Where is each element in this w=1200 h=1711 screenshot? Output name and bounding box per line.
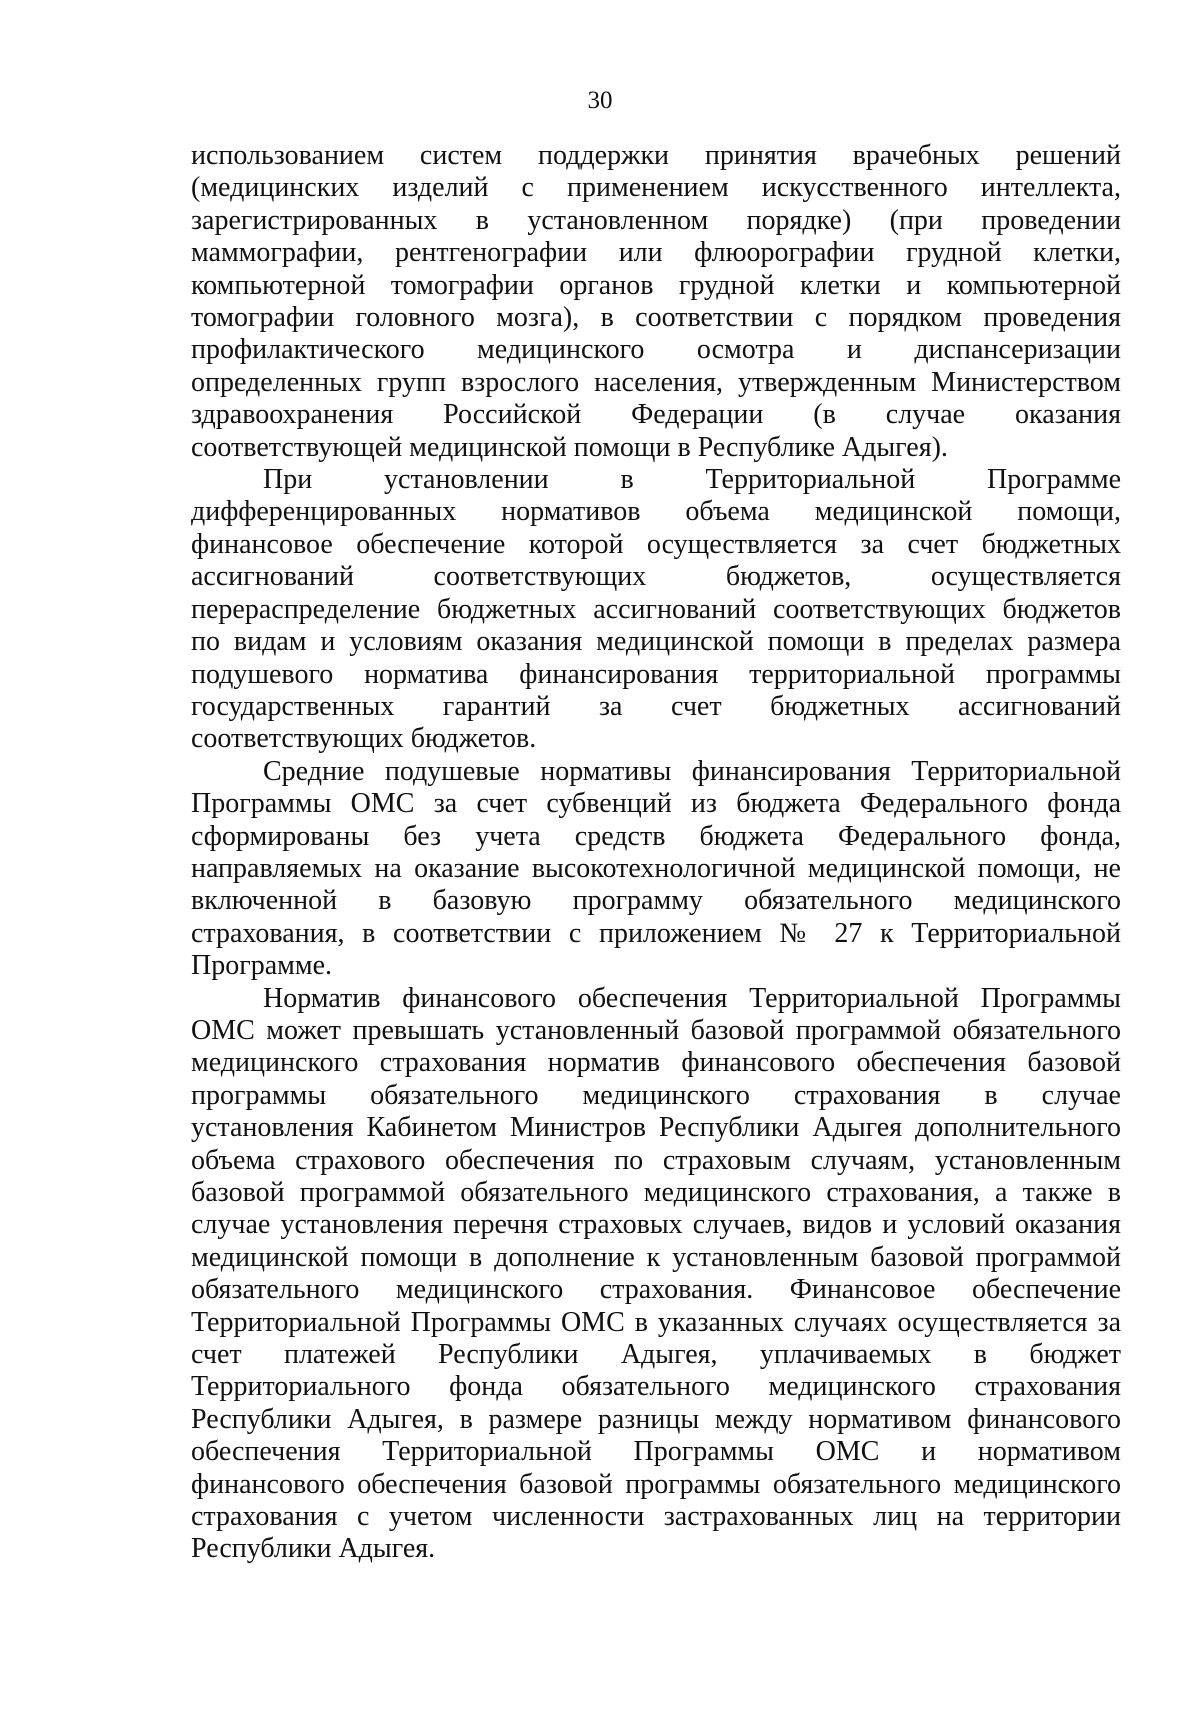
text-line: зарегистрированных в установленном порядке) (при проведении xyxy=(191,204,1121,236)
text-line: базовой программой обязательного медицинского страхования, а также в xyxy=(191,1177,1121,1208)
text-line: Средние подушевые нормативы финансирования Территориальной xyxy=(263,755,1121,787)
text-line: медицинской помощи в дополнение к установленным базовой программой xyxy=(191,1241,1121,1273)
text-line: программы обязательного медицинского страхования в случае xyxy=(191,1079,1121,1111)
text-line: объема страхового обеспечения по страховым случаям, установленным xyxy=(191,1144,1121,1176)
text-line: установления Кабинетом Министров Республики Адыгея дополнительного xyxy=(191,1112,1121,1144)
paragraph xyxy=(191,140,1121,464)
text-line: При установлении в Территориальной Программе xyxy=(263,464,1121,496)
text-line: государственных гарантий за счет бюджетных ассигнований xyxy=(191,690,1121,722)
text-line: Территориальной Программы ОМС в указанных случаях осуществляется за xyxy=(191,1306,1121,1338)
paragraph xyxy=(191,983,1121,1566)
text-line: томографии головного мозга), в соответствии с порядком проведения xyxy=(191,302,1121,334)
text-line: медицинского страхования норматив финансового обеспечения базовой xyxy=(191,1047,1121,1079)
text-line: соответствующих бюджетов. xyxy=(191,723,537,755)
text-line: соответствующей медицинской помощи в Республике Адыгея). xyxy=(191,431,948,463)
text-line: определенных групп взрослого населения, утвержденным Министерством xyxy=(191,366,1121,398)
text-line: (медицинских изделий с применением искусственного интеллекта, xyxy=(191,172,1121,204)
paragraph xyxy=(191,464,1121,756)
text-line: направляемых на оказание высокотехнологичной медицинской помощи, не xyxy=(191,852,1121,884)
text-line: использованием систем поддержки принятия врачебных решений xyxy=(191,140,1121,171)
text-line: профилактического медицинского осмотра и диспансеризации xyxy=(191,334,1121,366)
text-line: дифференцированных нормативов объема медицинской помощи, xyxy=(191,496,1121,528)
text-line: ассигнований соответствующих бюджетов, осуществляется xyxy=(191,561,1121,593)
text-line: включенной в базовую программу обязательного медицинского xyxy=(191,885,1121,917)
page-number: 30 xyxy=(587,87,613,114)
text-line: обеспечения Территориальной Программы ОМС и нормативом xyxy=(191,1436,1121,1468)
document-body xyxy=(191,140,1121,1566)
text-line: страхования с учетом численности застрахованных лиц на территории xyxy=(191,1501,1121,1533)
text-line: Республики Адыгея. xyxy=(191,1533,436,1565)
text-line: перераспределение бюджетных ассигнований соответствующих бюджетов xyxy=(191,593,1121,625)
text-line: страхования, в соответствии с приложением № 27 к Территориальной xyxy=(191,917,1121,949)
text-line: ОМС может превышать установленный базовой программой обязательного xyxy=(191,1014,1121,1046)
text-line: счет платежей Республики Адыгея, уплачиваемых в бюджет xyxy=(191,1339,1121,1371)
text-line: финансового обеспечения базовой программы обязательного медицинского xyxy=(191,1468,1121,1500)
text-line: Программы ОМС за счет субвенций из бюджета Федерального фонда xyxy=(191,788,1121,820)
text-line: финансовое обеспечение которой осуществляется за счет бюджетных xyxy=(191,528,1121,560)
text-line: случае установления перечня страховых случаев, видов и условий оказания xyxy=(191,1209,1121,1241)
text-line: здравоохранения Российской Федерации (в случае оказания xyxy=(191,399,1121,431)
text-line: Республики Адыгея, в размере разницы между нормативом финансового xyxy=(191,1403,1121,1435)
text-line: Территориального фонда обязательного медицинского страхования xyxy=(191,1371,1121,1403)
text-line: по видам и условиям оказания медицинской помощи в пределах размера xyxy=(191,626,1121,658)
text-line: Норматив финансового обеспечения Территориальной Программы xyxy=(263,982,1121,1014)
text-line: компьютерной томографии органов грудной клетки и компьютерной xyxy=(191,269,1121,301)
paragraph xyxy=(191,756,1121,983)
text-line: сформированы без учета средств бюджета Федерального фонда, xyxy=(191,820,1121,852)
text-line: Программе. xyxy=(191,950,332,982)
text-line: обязательного медицинского страхования. Финансовое обеспечение xyxy=(191,1274,1121,1306)
text-line: маммографии, рентгенографии или флюорографии грудной клетки, xyxy=(191,237,1121,269)
text-line: подушевого норматива финансирования территориальной программы xyxy=(191,658,1121,690)
